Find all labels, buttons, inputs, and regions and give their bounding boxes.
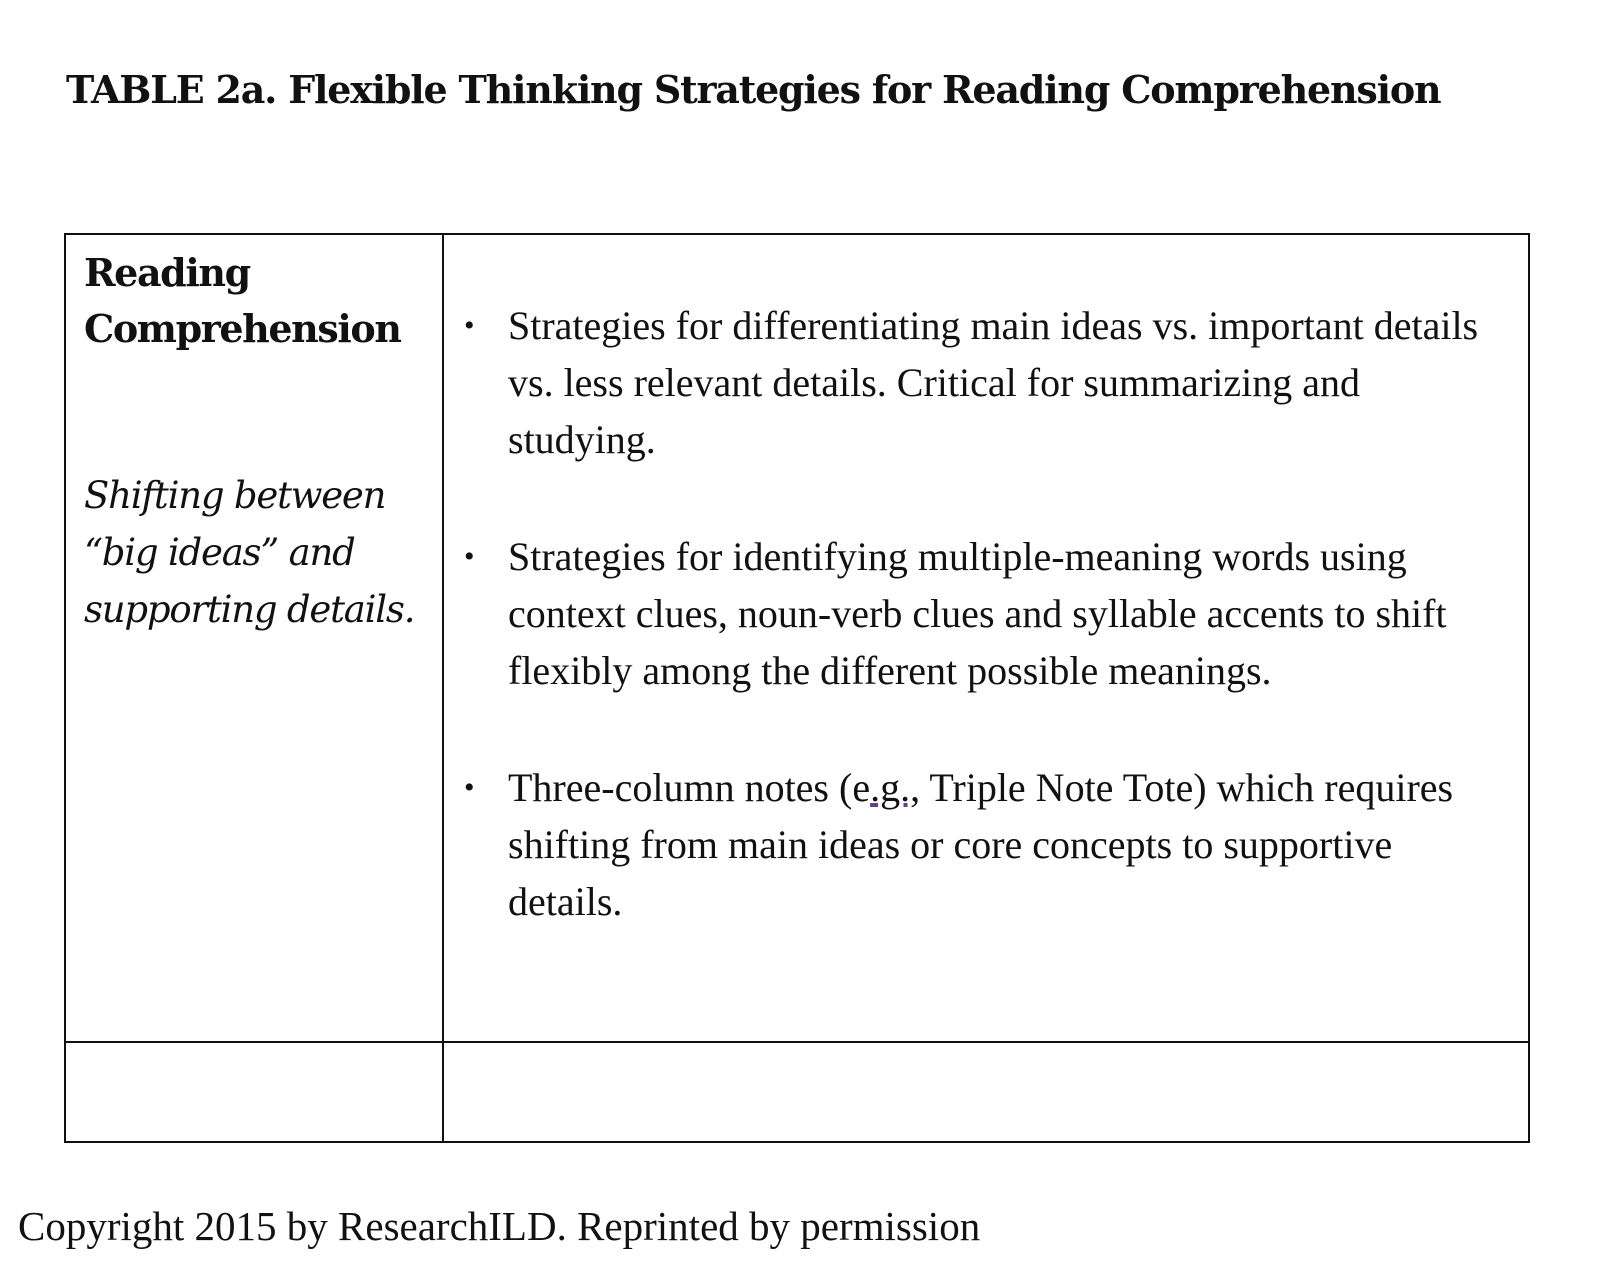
empty-cell <box>65 1042 443 1142</box>
strategy-text-part: Triple Note Tote) which requires shifting from main ideas or core concepts to supportive details. <box>508 765 1454 924</box>
category-subtitle <box>84 467 430 638</box>
bullet-icon: • <box>464 540 475 573</box>
copyright-notice: Copyright 2015 by ResearchILD. Reprinted by permission <box>18 1203 981 1249</box>
strategy-text-part: Three-column notes (e <box>508 765 871 810</box>
category-subtitle-line: supporting details. <box>84 588 415 631</box>
category-subtitle-line: “big ideas” and <box>84 531 355 574</box>
table-row <box>65 234 1529 1042</box>
eg-link[interactable]: .g., <box>870 765 921 810</box>
category-heading <box>84 245 430 357</box>
bullet-icon: • <box>464 309 475 342</box>
strategy-text: Strategies for identifying multiple-meaning words using context clues, noun-verb clues and syllable accents to shift flexibly among the different possible meanings. <box>508 534 1447 693</box>
list-item <box>444 759 1498 930</box>
category-heading-line: Comprehension <box>84 306 401 351</box>
category-cell <box>65 234 443 1042</box>
strategy-list <box>444 297 1498 930</box>
strategy-text <box>508 765 1453 924</box>
list-item <box>444 297 1498 468</box>
category-heading-line: Reading <box>84 250 250 295</box>
strategies-cell <box>443 234 1529 1042</box>
strategy-text: Strategies for differentiating main ideas vs. important details vs. less relevant details. Critical for summarizing and studying. <box>508 303 1479 462</box>
table-title: TABLE 2a. Flexible Thinking Strategies for Reading Comprehension <box>66 67 1441 112</box>
strategy-table <box>64 233 1530 1143</box>
bullet-icon: • <box>464 771 475 804</box>
empty-cell <box>443 1042 1529 1142</box>
table-row-empty <box>65 1042 1529 1142</box>
list-item <box>444 528 1498 699</box>
category-subtitle-line: Shifting between <box>84 474 386 517</box>
